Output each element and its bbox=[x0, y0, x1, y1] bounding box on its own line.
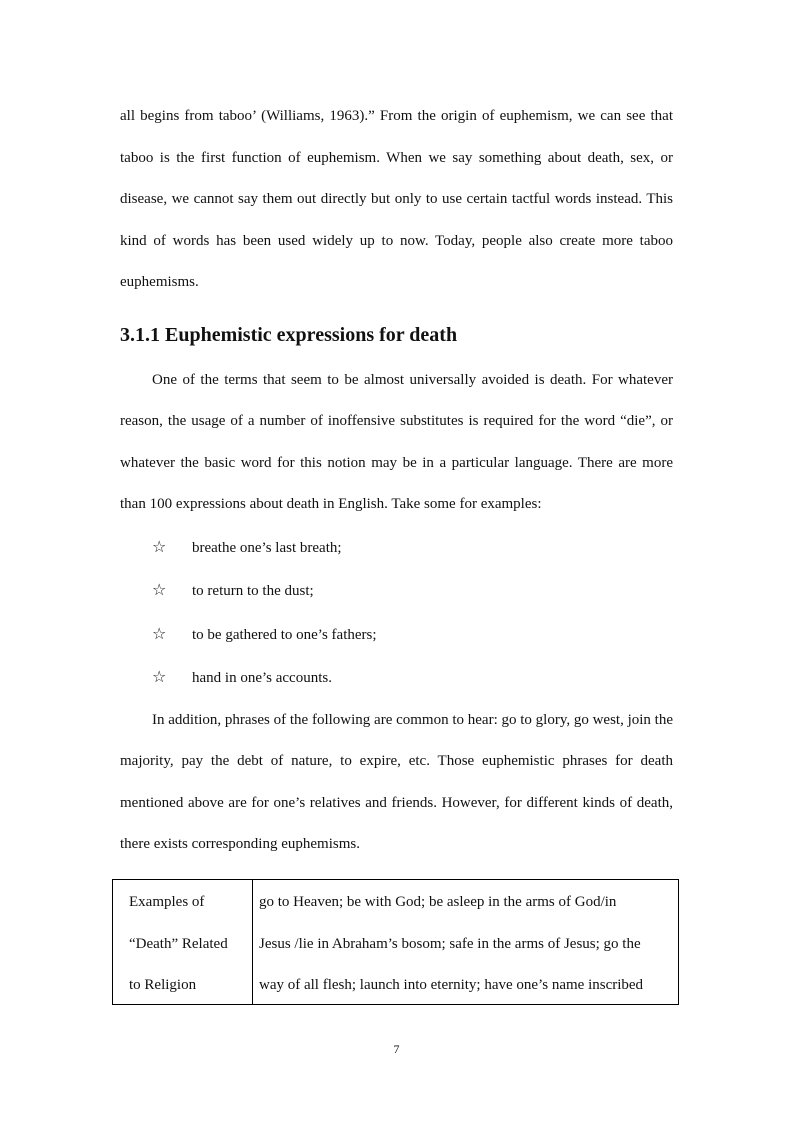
table-cell-line: Jesus /lie in Abraham’s bosom; safe in the arms of Jesus; go the bbox=[259, 935, 641, 952]
intro-paragraph: all begins from taboo’ (Williams, 1963).” From the origin of euphemism, we can see that taboo is the first function of euphemism. When we say something about death, sex, or disease, we cannot say them out directly but only to use certain tactful words instead. This kind of words has been used widely up to now. Today, people also create more taboo euphemisms. bbox=[120, 108, 673, 290]
table-category-cell bbox=[113, 880, 253, 1004]
table-cell-line: “Death” Related bbox=[129, 935, 228, 952]
list-item-text: to return to the dust; bbox=[192, 583, 314, 599]
list-item-text: hand in one’s accounts. bbox=[192, 670, 332, 686]
list-item bbox=[120, 526, 673, 570]
table-examples-cell bbox=[253, 880, 678, 1004]
table-cell-line: Examples of bbox=[129, 894, 205, 910]
list-item bbox=[120, 613, 673, 657]
table-cell-line: way of all flesh; launch into eternity; have one’s name inscribed bbox=[259, 977, 644, 993]
document-body bbox=[120, 96, 673, 866]
list-item-text: breathe one’s last breath; bbox=[192, 539, 342, 556]
list-item bbox=[120, 656, 673, 700]
star-icon: ☆ bbox=[152, 623, 167, 643]
star-icon: ☆ bbox=[152, 580, 167, 599]
list-item bbox=[120, 569, 673, 613]
table-cell-line: to Religion bbox=[129, 977, 197, 993]
list-item-text: to be gathered to one’s fathers; bbox=[192, 626, 377, 643]
page-number: 7 bbox=[393, 1042, 400, 1056]
examples-list bbox=[120, 526, 673, 700]
star-icon: ☆ bbox=[152, 536, 167, 556]
table-cell-line: go to Heaven; be with God; be asleep in the arms of God/in bbox=[259, 894, 617, 910]
star-icon: ☆ bbox=[152, 667, 167, 686]
paragraph-common-phrases: In addition, phrases of the following are common to hear: go to glory, go west, join the majority, pay the debt of nature, to expire, etc. Those euphemistic phrases for death mentioned above are for one’s relatives and friends. However, for different kinds of death, there exists corresponding euphemisms. bbox=[120, 711, 674, 852]
religion-euphemism-table bbox=[112, 879, 679, 1005]
section-heading: 3.1.1 Euphemistic expressions for death bbox=[120, 323, 458, 346]
paragraph-death-terms: One of the terms that seem to be almost universally avoided is death. For whatever reason, the usage of a number of inoffensive substitutes is required for the word “die”, or whatever the basic word for this notion may be in a particular language. There are more than 100 expressions about death in English. Take some for examples: bbox=[120, 371, 673, 512]
